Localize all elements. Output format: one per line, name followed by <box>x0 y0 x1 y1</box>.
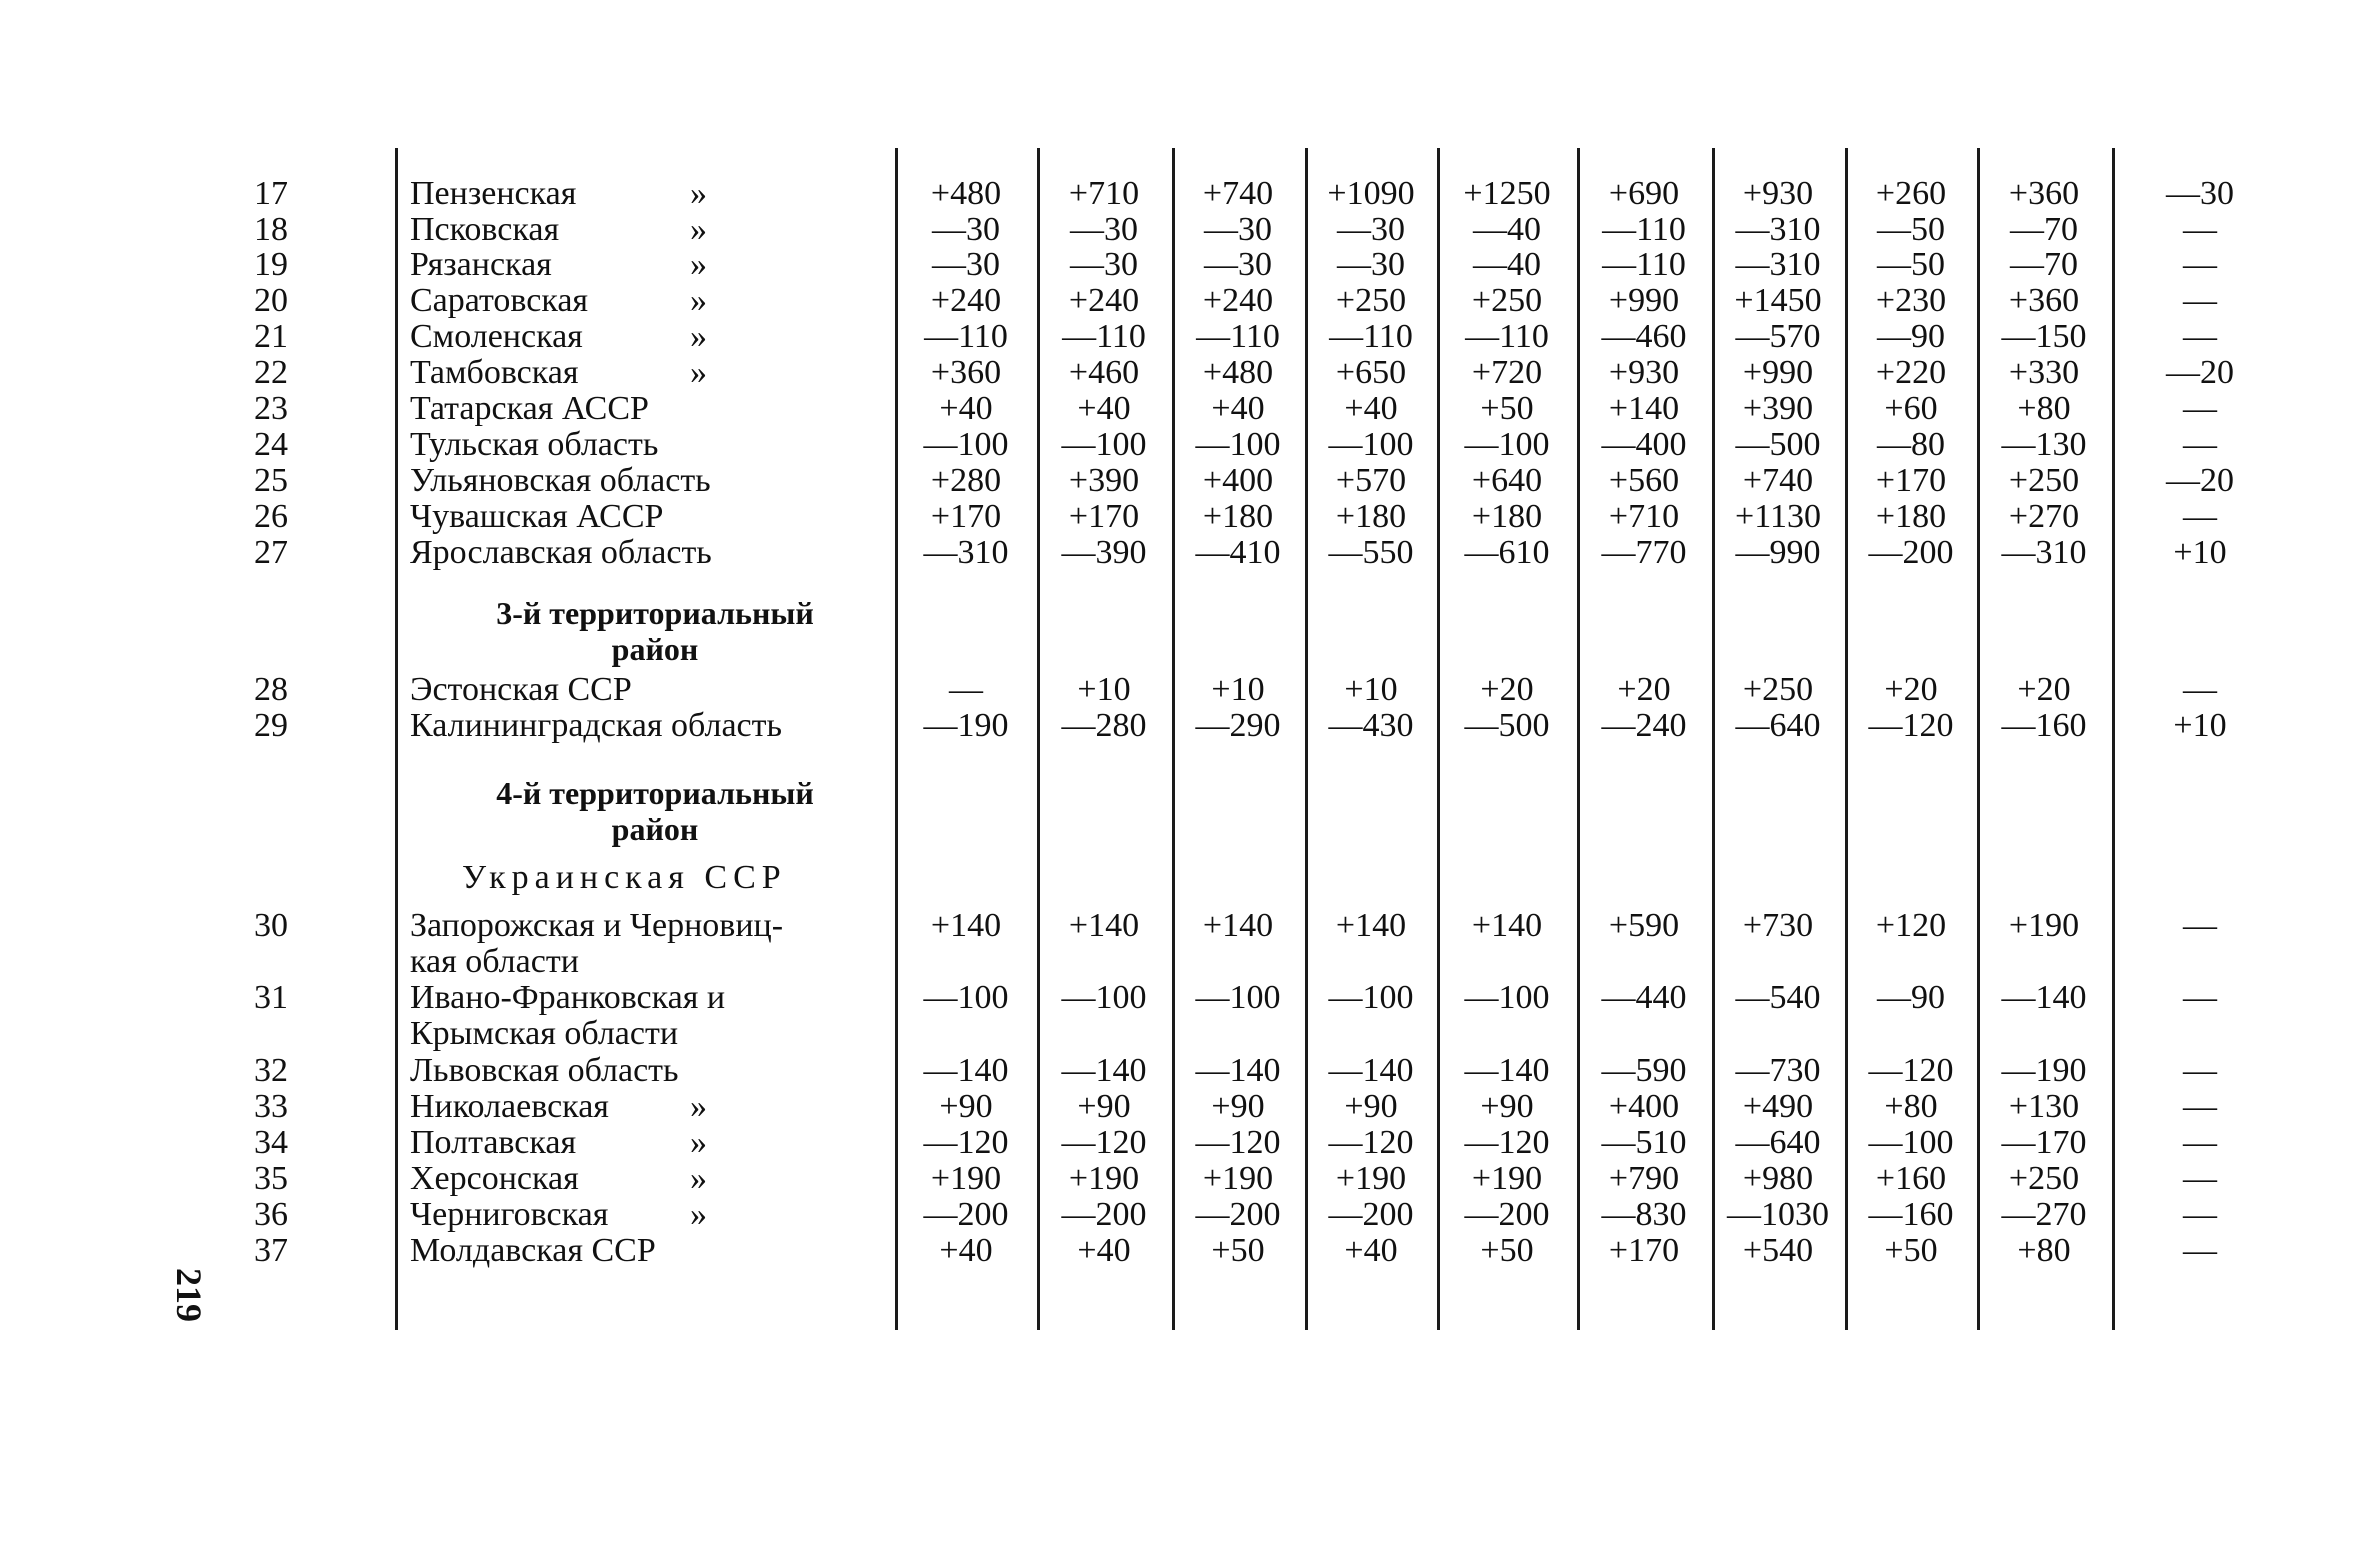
table-cell: —30 <box>1337 211 1405 248</box>
ditto-mark: » <box>690 175 707 212</box>
region-name-continued: кая области <box>410 943 579 980</box>
table-cell: +730 <box>1742 907 1814 944</box>
table-cell: —140 <box>923 1052 1009 1089</box>
ditto-mark: » <box>690 246 707 283</box>
table-cell: +190 <box>1202 1160 1274 1197</box>
table-cell: +190 <box>1471 1160 1543 1197</box>
table-cell: +80 <box>1884 1088 1938 1125</box>
table-cell: +270 <box>2008 498 2080 535</box>
table-cell: +140 <box>1471 907 1543 944</box>
row-number: 20 <box>254 282 288 319</box>
table-cell: +930 <box>1742 175 1814 212</box>
table-cell: +50 <box>1480 390 1534 427</box>
table-cell: +160 <box>1875 1160 1947 1197</box>
table-cell: +990 <box>1742 354 1814 391</box>
table-cell: —310 <box>2001 534 2087 571</box>
table-cell: —830 <box>1601 1196 1687 1233</box>
table-cell: —30 <box>932 211 1000 248</box>
table-cell: +480 <box>1202 354 1274 391</box>
table-cell: — <box>2183 246 2217 283</box>
region-name: Чувашская АССР <box>410 498 664 535</box>
section-heading: 3-й территориальный <box>496 595 814 631</box>
table-cell: —610 <box>1464 534 1550 571</box>
table-cell: +260 <box>1875 175 1947 212</box>
table-cell: —550 <box>1328 534 1414 571</box>
table-cell: +140 <box>1068 907 1140 944</box>
ditto-mark: » <box>690 211 707 248</box>
table-cell: +710 <box>1068 175 1140 212</box>
table-cell: — <box>2183 211 2217 248</box>
region-name-continued: Крымская области <box>410 1015 679 1052</box>
table-cell: +120 <box>1875 907 1947 944</box>
table-cell: —100 <box>1061 979 1147 1016</box>
table-cell: +180 <box>1202 498 1274 535</box>
table-cell: +50 <box>1211 1232 1265 1269</box>
table-cell: — <box>2183 318 2217 355</box>
table-cell: —270 <box>2001 1196 2087 1233</box>
table-cell: —430 <box>1328 707 1414 744</box>
table-cell: +40 <box>1344 1232 1398 1269</box>
table-cell: —30 <box>2166 175 2234 212</box>
table-cell: +10 <box>1344 671 1398 708</box>
table-cell: +40 <box>1077 1232 1131 1269</box>
table-cell: +90 <box>1211 1088 1265 1125</box>
table-cell: +80 <box>2017 1232 2071 1269</box>
table-cell: +240 <box>1068 282 1140 319</box>
table-cell: +10 <box>1077 671 1131 708</box>
region-name: Запорожская и Черновиц- <box>410 907 784 944</box>
ditto-mark: » <box>690 354 707 391</box>
table-cell: +40 <box>939 1232 993 1269</box>
table-cell: +540 <box>1742 1232 1814 1269</box>
table-cell: —30 <box>932 246 1000 283</box>
table-cell: —140 <box>2001 979 2087 1016</box>
table-cell: +400 <box>1202 462 1274 499</box>
table-cell: +980 <box>1742 1160 1814 1197</box>
row-number: 30 <box>254 907 288 944</box>
table-cell: —100 <box>1061 426 1147 463</box>
table-cell: — <box>2183 671 2217 708</box>
region-name: Эстонская ССР <box>410 671 632 708</box>
table-cell: +1130 <box>1735 498 1821 535</box>
table-cell: +40 <box>1211 390 1265 427</box>
table-cell: — <box>2183 1124 2217 1161</box>
table-cell: +330 <box>2008 354 2080 391</box>
region-name: Полтавская <box>410 1124 577 1161</box>
table-cell: —160 <box>1868 1196 1954 1233</box>
table-cell: —100 <box>923 426 1009 463</box>
table-cell: +180 <box>1335 498 1407 535</box>
table-cell: — <box>2183 1088 2217 1125</box>
table-cell: —120 <box>923 1124 1009 1161</box>
section-heading: район <box>611 631 699 667</box>
region-name: Львовская область <box>410 1052 679 1089</box>
table-cell: —770 <box>1601 534 1687 571</box>
table-cell: +740 <box>1202 175 1274 212</box>
table-cell: —140 <box>1195 1052 1281 1089</box>
table-cell: +80 <box>2017 390 2071 427</box>
region-name: Молдавская ССР <box>410 1232 656 1269</box>
table-cell: —200 <box>1328 1196 1414 1233</box>
row-number: 27 <box>254 534 288 571</box>
table-cell: —150 <box>2001 318 2087 355</box>
table-cell: +90 <box>939 1088 993 1125</box>
table-cell: —30 <box>1337 246 1405 283</box>
ditto-mark: » <box>690 1196 707 1233</box>
table-cell: —30 <box>1070 211 1138 248</box>
region-name: Херсонская <box>410 1160 579 1197</box>
table-cell: —140 <box>1464 1052 1550 1089</box>
table-cell: —120 <box>1061 1124 1147 1161</box>
table-cell: +90 <box>1344 1088 1398 1125</box>
table-cell: —990 <box>1735 534 1821 571</box>
table-cell: —20 <box>2166 354 2234 391</box>
table-cell: +190 <box>1068 1160 1140 1197</box>
table-cell: —100 <box>923 979 1009 1016</box>
table-cell: +60 <box>1884 390 1938 427</box>
table-cell: +140 <box>930 907 1002 944</box>
row-number: 37 <box>254 1232 288 1269</box>
table-cell: —540 <box>1735 979 1821 1016</box>
table-cell: —110 <box>1602 246 1686 283</box>
table-cell: —120 <box>1328 1124 1414 1161</box>
table-cell: +480 <box>930 175 1002 212</box>
table-cell: +140 <box>1202 907 1274 944</box>
region-name: Пензенская <box>410 175 577 212</box>
table-cell: +140 <box>1335 907 1407 944</box>
region-name: Калининградская область <box>410 707 782 744</box>
table-cell: —640 <box>1735 1124 1821 1161</box>
table-cell: +90 <box>1480 1088 1534 1125</box>
table-cell: —140 <box>1328 1052 1414 1089</box>
table-cell: +1250 <box>1463 175 1551 212</box>
table-cell: —100 <box>1195 979 1281 1016</box>
region-name: Ярославская область <box>410 534 712 571</box>
table-cell: —100 <box>1328 426 1414 463</box>
section-heading: 4-й территориальный <box>496 775 814 811</box>
table-cell: +10 <box>2173 707 2227 744</box>
table-cell: —500 <box>1464 707 1550 744</box>
table-cell: — <box>2183 426 2217 463</box>
table-cell: —570 <box>1735 318 1821 355</box>
table-cell: +690 <box>1608 175 1680 212</box>
ditto-mark: » <box>690 318 707 355</box>
table-cell: — <box>2183 1232 2217 1269</box>
table-cell: +250 <box>1742 671 1814 708</box>
table-cell: +740 <box>1742 462 1814 499</box>
row-number: 25 <box>254 462 288 499</box>
table-cell: —400 <box>1601 426 1687 463</box>
table-cell: +360 <box>2008 282 2080 319</box>
table-cell: +650 <box>1335 354 1407 391</box>
row-number: 18 <box>254 211 288 248</box>
section-subheading: Украинская ССР <box>462 859 787 896</box>
table-cell: —90 <box>1877 318 1945 355</box>
table-cell: +250 <box>2008 1160 2080 1197</box>
table-cell: +230 <box>1875 282 1947 319</box>
table-cell: —160 <box>2001 707 2087 744</box>
region-name: Рязанская <box>410 246 552 283</box>
table-cell: — <box>2183 907 2217 944</box>
table-cell: —190 <box>2001 1052 2087 1089</box>
row-number: 32 <box>254 1052 288 1089</box>
table-cell: —500 <box>1735 426 1821 463</box>
table-cell: —200 <box>1195 1196 1281 1233</box>
column-rule <box>395 148 398 1330</box>
table-cell: +250 <box>1335 282 1407 319</box>
table-cell: +20 <box>1480 671 1534 708</box>
table-cell: —110 <box>1329 318 1413 355</box>
table-cell: —310 <box>1735 211 1821 248</box>
table-cell: —90 <box>1877 979 1945 1016</box>
row-number: 28 <box>254 671 288 708</box>
table-cell: +170 <box>1875 462 1947 499</box>
table-cell: +180 <box>1875 498 1947 535</box>
region-name: Смоленская <box>410 318 583 355</box>
table-cell: —730 <box>1735 1052 1821 1089</box>
table-cell: +50 <box>1480 1232 1534 1269</box>
table-cell: +390 <box>1068 462 1140 499</box>
row-number: 21 <box>254 318 288 355</box>
table-cell: —120 <box>1868 1052 1954 1089</box>
row-number: 29 <box>254 707 288 744</box>
row-number: 33 <box>254 1088 288 1125</box>
table-cell: +930 <box>1608 354 1680 391</box>
table-cell: +360 <box>930 354 1002 391</box>
table-cell: —590 <box>1601 1052 1687 1089</box>
table-cell: +40 <box>939 390 993 427</box>
ditto-mark: » <box>690 1160 707 1197</box>
table-cell: — <box>2183 979 2217 1016</box>
table-cell: —100 <box>1195 426 1281 463</box>
table-cell: +220 <box>1875 354 1947 391</box>
page-number: 219 <box>169 1268 209 1322</box>
table-cell: +90 <box>1077 1088 1131 1125</box>
table-cell: +240 <box>1202 282 1274 319</box>
region-name: Татарская АССР <box>410 390 649 427</box>
table-cell: +10 <box>2173 534 2227 571</box>
table-cell: — <box>2183 1052 2217 1089</box>
table-cell: — <box>949 671 983 708</box>
table-cell: +250 <box>1471 282 1543 319</box>
region-name: Ульяновская область <box>410 462 711 499</box>
table-cell: +130 <box>2008 1088 2080 1125</box>
table-cell: +240 <box>930 282 1002 319</box>
table-cell: +590 <box>1608 907 1680 944</box>
table-cell: —200 <box>1464 1196 1550 1233</box>
table-cell: —100 <box>1464 426 1550 463</box>
table-cell: —200 <box>923 1196 1009 1233</box>
ditto-mark: » <box>690 1124 707 1161</box>
table-cell: +560 <box>1608 462 1680 499</box>
table-cell: +40 <box>1344 390 1398 427</box>
table-cell: —1030 <box>1727 1196 1829 1233</box>
table-cell: —200 <box>1868 534 1954 571</box>
table-cell: —280 <box>1061 707 1147 744</box>
table-cell: —510 <box>1601 1124 1687 1161</box>
row-number: 24 <box>254 426 288 463</box>
row-number: 26 <box>254 498 288 535</box>
table-cell: —460 <box>1601 318 1687 355</box>
table-cell: —50 <box>1877 211 1945 248</box>
row-number: 34 <box>254 1124 288 1161</box>
region-name: Ивано-Франковская и <box>410 979 726 1016</box>
table-cell: — <box>2183 1160 2217 1197</box>
table-cell: —110 <box>1196 318 1280 355</box>
table-cell: — <box>2183 282 2217 319</box>
row-number: 22 <box>254 354 288 391</box>
table-cell: —310 <box>1735 246 1821 283</box>
table-cell: — <box>2183 1196 2217 1233</box>
table-cell: +390 <box>1742 390 1814 427</box>
table-cell: — <box>2183 390 2217 427</box>
row-number: 31 <box>254 979 288 1016</box>
table-cell: +710 <box>1608 498 1680 535</box>
table-cell: —70 <box>2010 246 2078 283</box>
table-cell: +170 <box>930 498 1002 535</box>
table-cell: —440 <box>1601 979 1687 1016</box>
table-cell: —290 <box>1195 707 1281 744</box>
table-cell: +360 <box>2008 175 2080 212</box>
table-cell: —120 <box>1195 1124 1281 1161</box>
table-cell: —50 <box>1877 246 1945 283</box>
table-cell: —20 <box>2166 462 2234 499</box>
table-cell: +10 <box>1211 671 1265 708</box>
table-cell: —120 <box>1464 1124 1550 1161</box>
table-cell: —110 <box>1465 318 1549 355</box>
table-cell: —30 <box>1204 246 1272 283</box>
table-cell: —110 <box>1602 211 1686 248</box>
table-cell: — <box>2183 498 2217 535</box>
table-cell: +20 <box>1884 671 1938 708</box>
table-cell: —140 <box>1061 1052 1147 1089</box>
table-cell: —640 <box>1735 707 1821 744</box>
row-number: 36 <box>254 1196 288 1233</box>
table-cell: +400 <box>1608 1088 1680 1125</box>
table-cell: —110 <box>1062 318 1146 355</box>
table-cell: +1450 <box>1734 282 1822 319</box>
column-rule <box>2112 148 2115 1330</box>
row-number: 17 <box>254 175 288 212</box>
table-cell: +190 <box>1335 1160 1407 1197</box>
table-cell: +20 <box>2017 671 2071 708</box>
table-cell: +170 <box>1608 1232 1680 1269</box>
region-name: Тамбовская <box>410 354 579 391</box>
table-cell: —100 <box>1464 979 1550 1016</box>
table-cell: +720 <box>1471 354 1543 391</box>
table-cell: +190 <box>2008 907 2080 944</box>
table-cell: +790 <box>1608 1160 1680 1197</box>
table-cell: —390 <box>1061 534 1147 571</box>
row-number: 19 <box>254 246 288 283</box>
table-cell: +640 <box>1471 462 1543 499</box>
table-cell: +250 <box>2008 462 2080 499</box>
table-cell: +460 <box>1068 354 1140 391</box>
table-cell: +180 <box>1471 498 1543 535</box>
table-cell: —30 <box>1070 246 1138 283</box>
table-cell: +50 <box>1884 1232 1938 1269</box>
table-cell: —100 <box>1328 979 1414 1016</box>
region-name: Саратовская <box>410 282 589 319</box>
table-cell: —190 <box>923 707 1009 744</box>
table-cell: +140 <box>1608 390 1680 427</box>
column-rule <box>895 148 898 1330</box>
table-cell: —200 <box>1061 1196 1147 1233</box>
row-number: 23 <box>254 390 288 427</box>
section-heading: район <box>611 811 699 847</box>
table-cell: —240 <box>1601 707 1687 744</box>
region-name: Псковская <box>410 211 560 248</box>
table-cell: —40 <box>1473 246 1541 283</box>
table-cell: —100 <box>1868 1124 1954 1161</box>
table-cell: +170 <box>1068 498 1140 535</box>
table-cell: —410 <box>1195 534 1281 571</box>
table-cell: +990 <box>1608 282 1680 319</box>
column-rule <box>1437 148 1440 1330</box>
region-name: Тульская область <box>410 426 659 463</box>
table-cell: —70 <box>2010 211 2078 248</box>
table-cell: +20 <box>1617 671 1671 708</box>
table-cell: —170 <box>2001 1124 2087 1161</box>
table-cell: —120 <box>1868 707 1954 744</box>
table-cell: —80 <box>1877 426 1945 463</box>
region-name: Николаевская <box>410 1088 609 1125</box>
ditto-mark: » <box>690 282 707 319</box>
table-cell: —130 <box>2001 426 2087 463</box>
table-cell: +490 <box>1742 1088 1814 1125</box>
table-cell: +1090 <box>1327 175 1415 212</box>
table-cell: +570 <box>1335 462 1407 499</box>
table-cell: —110 <box>924 318 1008 355</box>
ditto-mark: » <box>690 1088 707 1125</box>
table-cell: —30 <box>1204 211 1272 248</box>
region-name: Черниговская <box>410 1196 609 1233</box>
table-cell: +40 <box>1077 390 1131 427</box>
table-cell: +280 <box>930 462 1002 499</box>
table-cell: +190 <box>930 1160 1002 1197</box>
table-cell: —40 <box>1473 211 1541 248</box>
table-cell: —310 <box>923 534 1009 571</box>
row-number: 35 <box>254 1160 288 1197</box>
